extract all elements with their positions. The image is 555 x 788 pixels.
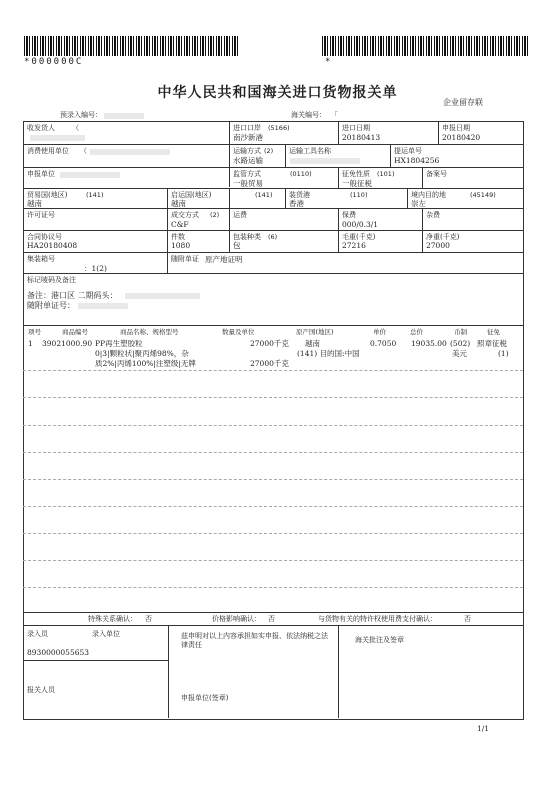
- redacted-block: [104, 113, 144, 119]
- goods-origin-line2: (141) 目的国:中国: [297, 349, 360, 358]
- consumer-value: （: [80, 147, 87, 155]
- record-no-label: 备案号: [426, 170, 447, 178]
- bill-no-label: 提运单号: [394, 147, 422, 155]
- supervision-value: 一般贸易: [233, 179, 263, 188]
- misc-label: 杂费: [426, 211, 440, 219]
- import-port-code: (5166): [268, 124, 290, 132]
- dest-value: 崇左: [411, 199, 426, 208]
- tax-nature-label: 征免性质: [342, 170, 370, 178]
- deal-mode-label: 成交方式: [171, 211, 199, 219]
- redacted-block: [290, 158, 360, 164]
- trade-country-code: (141): [86, 191, 104, 199]
- license-label: 许可证号: [27, 211, 55, 219]
- redacted-block: [90, 149, 170, 155]
- marks-label: 标记唛码及备注: [27, 276, 76, 284]
- declarant-label: 申报单位: [27, 170, 55, 178]
- consumer-label: 消费使用单位: [27, 147, 69, 155]
- royalty-value: 否: [464, 615, 471, 623]
- col-total-header: 总价: [410, 328, 423, 336]
- dest-code: (45149): [470, 191, 496, 199]
- price-impact-label: 价格影响确认：: [212, 615, 261, 623]
- goods-qty2: 27000千克: [250, 359, 289, 368]
- trade-country-label: 贸易国(地区): [27, 191, 68, 199]
- contract-label: 合同协议号: [27, 233, 62, 241]
- goods-name-line2: 0|3|颗粒状|聚丙烯98%，杂: [95, 349, 189, 358]
- pieces-value: 1080: [171, 241, 191, 250]
- redacted-block: [125, 293, 200, 299]
- import-port-label: 进口口岸: [233, 124, 261, 132]
- gross-value: 27216: [342, 241, 366, 250]
- package-label: 包装种类: [233, 233, 261, 241]
- transport-mode-label: 运输方式: [233, 147, 261, 155]
- page-title: 中华人民共和国海关进口货物报关单: [157, 85, 398, 101]
- net-label: 净重(千克): [426, 233, 460, 241]
- origin-country-label: 启运国(地区): [171, 191, 212, 199]
- insurance-label: 保费: [342, 211, 356, 219]
- col-code-header: 商品编号: [62, 328, 88, 336]
- col-no-header: 项号: [28, 328, 41, 336]
- entry-unit-label: 录入单位: [92, 630, 120, 638]
- pre-entry-label: 预录入编号：: [60, 111, 102, 119]
- page-number: 1/1: [477, 724, 490, 733]
- col-name-header: 商品名称、规格型号: [120, 328, 179, 336]
- net-value: 27000: [426, 241, 450, 250]
- barcode-right: [322, 36, 530, 56]
- deal-mode-value: C&F: [171, 220, 189, 229]
- special-relation-value: 否: [145, 615, 152, 623]
- goods-currency: 美元: [452, 349, 467, 358]
- approval-label: 海关批注及签章: [355, 636, 404, 644]
- attach-value: 原产地证明: [205, 255, 243, 264]
- transit-port-label: 装货港: [289, 191, 310, 199]
- goods-price: 0.7050: [370, 339, 397, 348]
- container-label: 集装箱号: [27, 255, 55, 263]
- redacted-block: [30, 135, 85, 141]
- origin-country-code: (141): [255, 191, 273, 199]
- consignee-value: （: [72, 124, 79, 132]
- gross-label: 毛重(千克): [342, 233, 376, 241]
- supervision-label: 监管方式: [233, 170, 261, 178]
- container-value: ：1(2): [84, 264, 107, 273]
- barcode-left: [24, 36, 238, 56]
- tax-nature-value: 一般征税: [342, 179, 372, 188]
- package-value: 包: [233, 241, 241, 250]
- contract-value: HA20180408: [27, 241, 78, 250]
- freight-label: 运费: [233, 211, 247, 219]
- legal-statement: 兹申明对以上内容承担如实申报、依法纳税之法律责任: [181, 632, 328, 649]
- goods-origin: 越南: [305, 339, 320, 348]
- price-impact-value: 否: [268, 615, 275, 623]
- goods-total: 19035.00: [411, 339, 447, 348]
- insurance-value: 000/0.3/1: [342, 220, 379, 229]
- barcode-left-text: *000000C: [24, 57, 84, 67]
- import-date-value: 20180413: [342, 133, 381, 142]
- transit-port-code: (110): [350, 191, 368, 199]
- customs-no-label: 海关编号：: [291, 111, 326, 119]
- declare-unit-label: 申报单位(签章): [181, 694, 229, 702]
- royalty-label: 与货物有关的特许权使用费支付确认：: [318, 615, 437, 623]
- goods-tax-code: (1): [498, 349, 509, 358]
- goods-no: 1: [28, 339, 33, 348]
- consignee-label: 收发货人: [27, 124, 55, 132]
- declare-date-value: 20180420: [442, 133, 481, 142]
- dest-label: 境内目的地: [411, 191, 446, 199]
- trade-country-value: 越南: [27, 199, 42, 208]
- goods-name-line1: PP再生塑胶粒: [95, 339, 143, 348]
- col-tax-header: 征免: [487, 328, 500, 336]
- vessel-label: 运输工具名称: [289, 147, 331, 155]
- customs-no-value: 「: [331, 111, 338, 119]
- transport-mode-code: (2): [264, 147, 274, 155]
- copy-label: 企业留存联: [443, 98, 483, 107]
- redacted-block: [78, 303, 128, 309]
- goods-currency-code: (502): [450, 339, 471, 348]
- goods-name-line3: 质2%|丙烯100%|注塑级|无牌: [95, 359, 196, 368]
- col-price-header: 单价: [373, 328, 386, 336]
- package-code: (6): [268, 233, 278, 241]
- pieces-label: 件数: [171, 233, 185, 241]
- goods-code: 39021000.90: [42, 339, 93, 348]
- import-port-value: 南沙新港: [233, 133, 263, 142]
- bill-no-value: HX1804256: [394, 156, 440, 165]
- redacted-block: [60, 172, 120, 178]
- col-qty-header: 数量及单位: [222, 328, 255, 336]
- origin-country-value: 越南: [171, 199, 186, 208]
- supervision-code: (0110): [290, 170, 312, 178]
- import-date-label: 进口日期: [342, 124, 370, 132]
- col-currency-header: 币制: [454, 328, 467, 336]
- attach-label: 随附单证: [171, 255, 199, 263]
- transport-mode-value: 水路运输: [233, 156, 263, 165]
- special-relation-label: 特殊关系确认：: [88, 615, 137, 623]
- entry-code-value: 8930000055653: [27, 648, 90, 657]
- transit-port-value: 香港: [289, 199, 304, 208]
- declare-date-label: 申报日期: [442, 124, 470, 132]
- goods-tax: 照章征税: [477, 339, 507, 348]
- remark-line1: 备注：港口区 二期码头：: [27, 291, 118, 300]
- declarer-label: 报关人员: [27, 686, 55, 694]
- tax-nature-code: (101): [377, 170, 395, 178]
- barcode-right-text: *: [325, 57, 331, 67]
- deal-mode-code: (2): [210, 211, 220, 219]
- goods-qty1: 27000千克: [250, 339, 289, 348]
- col-origin-header: 原产国(地区): [296, 328, 334, 336]
- entry-person-label: 录入员: [27, 630, 48, 638]
- remark-line2: 随附单证号：: [27, 301, 75, 310]
